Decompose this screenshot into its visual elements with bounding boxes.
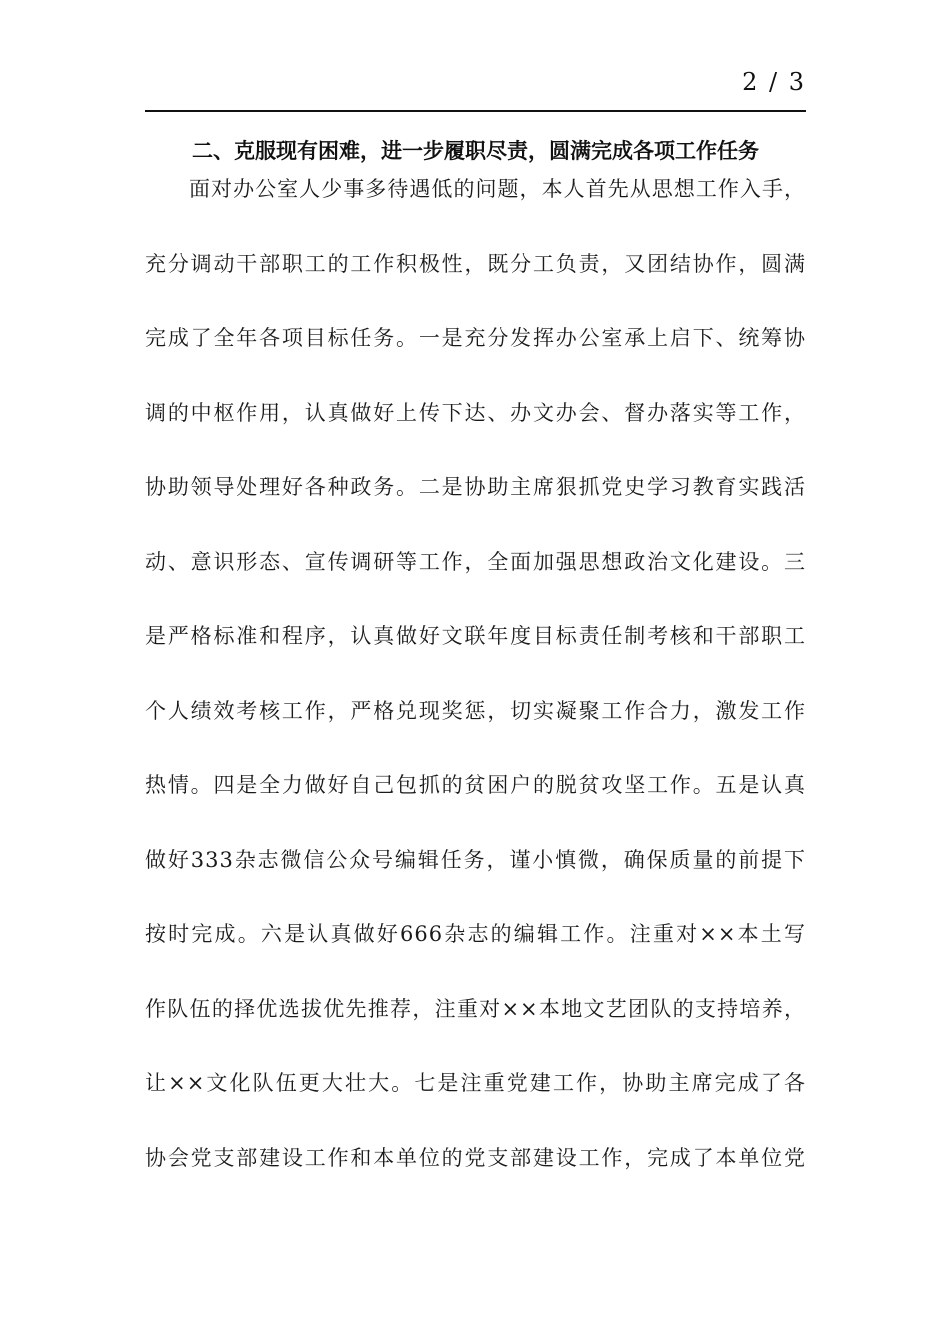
paragraph-line: 是严格标准和程序，认真做好文联年度目标责任制考核和干部职工 bbox=[145, 624, 806, 648]
paragraph-line: 调的中枢作用，认真做好上传下达、办文办会、督办落实等工作， bbox=[145, 400, 806, 425]
paragraph-line: 协助领导处理好各种政务。二是协助主席狠抓党史学习教育实践活 bbox=[145, 475, 806, 499]
paragraph-line: 动、意识形态、宣传调研等工作，全面加强思想政治文化建设。三 bbox=[145, 549, 806, 574]
paragraph-line: 个人绩效考核工作，严格兑现奖惩，切实凝聚工作合力，激发工作 bbox=[145, 698, 806, 723]
paragraph-line: 面对办公室人少事多待遇低的问题，本人首先从思想工作入手， bbox=[189, 177, 806, 201]
paragraph-line: 作队伍的择优选拔优先推荐，注重对××本地文艺团队的支持培养， bbox=[145, 996, 806, 1021]
page-number: 2 / 3 bbox=[742, 68, 806, 96]
section-heading: 二、克服现有困难，进一步履职尽责，圆满完成各项工作任务 bbox=[192, 139, 759, 163]
paragraph-line: 充分调动干部职工的工作积极性，既分工负责，又团结协作，圆满 bbox=[145, 251, 806, 276]
paragraph-line: 让××文化队伍更大壮大。七是注重党建工作，协助主席完成了各 bbox=[145, 1071, 806, 1095]
paragraph-line: 做好333杂志微信公众号编辑任务，谨小慎微，确保质量的前提下 bbox=[145, 847, 806, 872]
paragraph-line: 热情。四是全力做好自己包抓的贫困户的脱贫攻坚工作。五是认真 bbox=[145, 773, 806, 797]
header-rule bbox=[145, 110, 806, 112]
paragraph-line: 按时完成。六是认真做好666杂志的编辑工作。注重对××本土写 bbox=[145, 922, 806, 946]
paragraph-line: 协会党支部建设工作和本单位的党支部建设工作，完成了本单位党 bbox=[145, 1145, 806, 1170]
body-paragraph bbox=[145, 172, 806, 1215]
paragraph-line: 完成了全年各项目标任务。一是充分发挥办公室承上启下、统筹协 bbox=[145, 326, 806, 350]
